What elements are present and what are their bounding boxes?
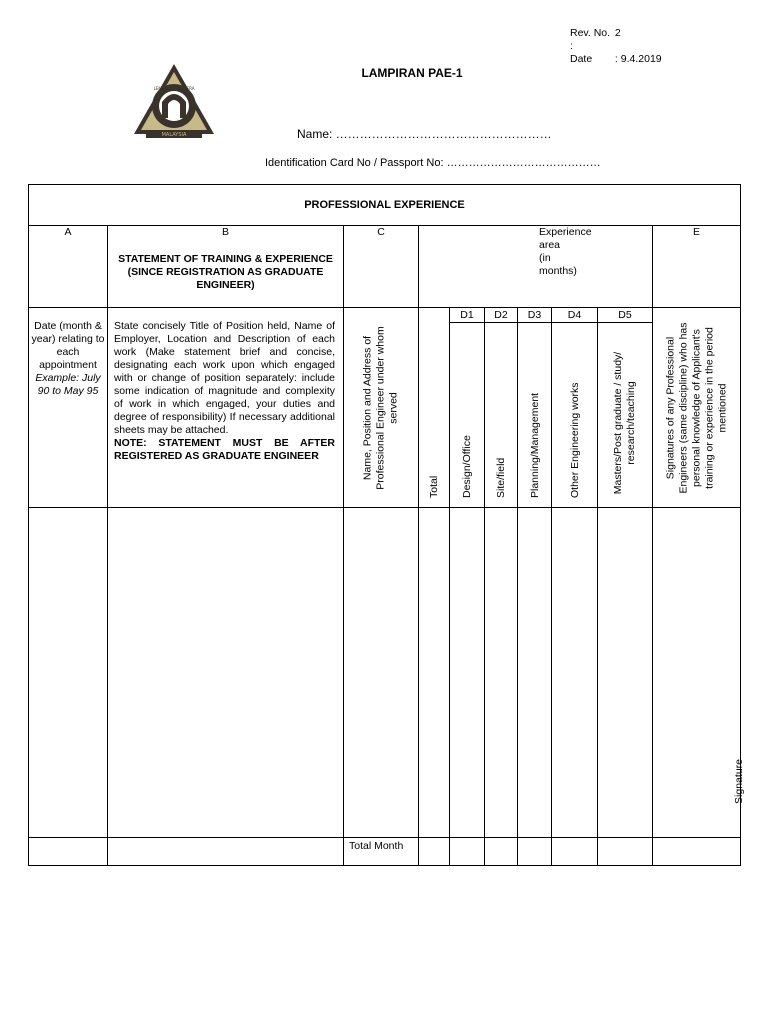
col-a-example: Example: July 90 to May 95 [35,372,101,397]
logo-text-top: LEMBAGA JURUTERA [153,86,195,91]
col-b-letter: B [221,226,229,238]
entry-cell-e[interactable] [653,508,745,838]
name-field[interactable]: Name: ……………………………………………… [297,127,552,141]
d2-text: Site/field [495,457,507,498]
page-title: LAMPIRAN PAE-1 [361,66,463,80]
total-row-d1[interactable] [450,838,485,866]
entry-cell-b[interactable] [108,508,344,838]
total-header [419,308,450,508]
col-e-text: Signatures of any Professional Engineers (same discipline) who has personal knowledge of Applicant's training or experience in the period mentioned [664,322,728,493]
col-b-text: State concisely Title of Position held, Name of Employer, Location and Description of each work (Make statement brief and concise, designating each work upon which engaged with or change of position separately: include some indication of magnitude and complexity of work in which engaged, your duties and degree of responsibility) If necessary additional sheets may be attached. [114,320,335,436]
col-b-header [108,226,344,308]
col-a-text: Date (month & year) relating to each appointment [31,320,105,371]
col-b-description [108,308,344,508]
experience-area-header: Experience area (in months) [419,226,653,308]
professional-experience-table [28,184,745,866]
total-row-d3[interactable] [518,838,552,866]
signature-label: Signature [733,759,745,804]
entry-cell-d2[interactable] [485,508,518,838]
date-label: Date [570,53,593,65]
d5-label: D5 [598,308,652,323]
col-e-letter: E [653,226,741,308]
total-row-d2[interactable] [485,838,518,866]
total-row-total[interactable] [419,838,450,866]
col-e-description [653,308,741,508]
total-row-b [108,838,344,866]
total-month-label: Total Month [344,838,419,866]
col-b-heading: STATEMENT OF TRAINING & EXPERIENCE (SINCE REGISTRATION AS GRADUATE ENGINEER) [118,253,333,291]
col-c-letter: C [344,226,419,308]
entry-cell-d1[interactable] [450,508,485,838]
total-row-d4[interactable] [552,838,598,866]
revision-block [570,27,662,66]
entry-cell-d3[interactable] [518,508,552,838]
section-title: PROFESSIONAL EXPERIENCE [29,185,741,226]
entry-cell-total[interactable] [419,508,450,838]
d1-label: D1 [450,308,484,323]
d5-text: Masters/Post graduate / study/ research/teaching [612,352,637,495]
entry-cell-c[interactable] [344,508,419,838]
total-row-e [653,838,741,866]
d1-text: Design/Office [461,435,473,498]
d4-text: Other Engineering works [568,382,581,498]
d2-label: D2 [485,308,517,323]
d3-label: D3 [518,308,551,323]
entry-cell-d4[interactable] [552,508,598,838]
ic-passport-field[interactable]: Identification Card No / Passport No: …………………………………… [265,157,601,169]
d3-text: Planning/Management [528,392,541,498]
entry-cell-d5[interactable] [598,508,653,838]
d1-header [450,308,485,508]
d4-header [552,308,598,508]
logo-text-bottom: MALAYSIA [161,132,187,138]
d2-header [485,308,518,508]
d5-header [598,308,653,508]
col-a-letter: A [29,226,108,308]
col-b-note: NOTE: STATEMENT MUST BE AFTER REGISTERED AS GRADUATE ENGINEER [114,437,335,462]
col-a-description [29,308,108,508]
rev-no-label: Rev. No. : [570,27,611,52]
entry-cell-a[interactable] [29,508,108,838]
date-value: : 9.4.2019 [614,53,662,65]
d4-label: D4 [552,308,597,323]
col-c-description [344,308,419,508]
total-label: Total [428,475,440,498]
total-row-d5[interactable] [598,838,653,866]
rev-no-value: 2 [614,27,621,39]
d3-header [518,308,552,508]
col-c-text: Name, Position and Address of Professional Engineer under whom served [361,325,400,490]
total-row-a [29,838,108,866]
